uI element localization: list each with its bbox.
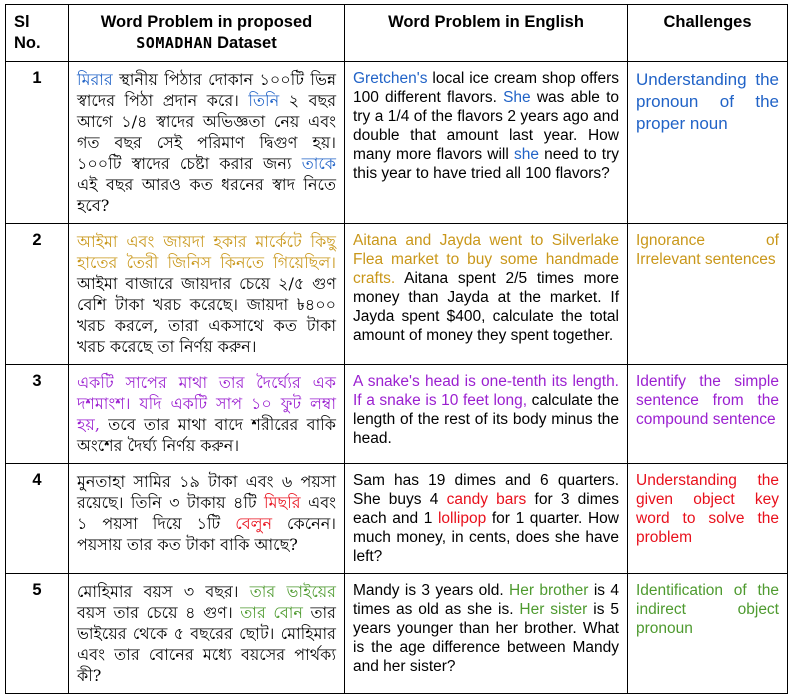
en-text-segment: she: [513, 146, 539, 163]
ch-text-segment: Identify the simple sentence from the compound sentence: [636, 373, 779, 428]
english-problem-cell: [345, 574, 628, 694]
en-text-segment: She: [503, 89, 531, 106]
en-text-segment: candy bars: [446, 491, 527, 508]
bn-text-segment: মিরার: [77, 70, 113, 89]
english-problem-header: Word Problem in English: [345, 5, 628, 62]
english-problem-cell: [345, 62, 628, 224]
en-text-segment: Her sister: [519, 601, 588, 618]
english-problem-cell: [345, 365, 628, 464]
ch-text-segment: Identification of the indirect object pronoun: [636, 582, 779, 637]
challenge-cell: [628, 464, 788, 574]
table-row: [6, 365, 788, 464]
bn-text-segment: এবং ১ পয়সা দিয়ে ১টি: [77, 493, 336, 533]
ch-text-segment: Understanding the given object key word to solve the problem: [636, 472, 779, 546]
bn-text-segment: আইমা এবং জায়দা হকার মার্কেটে কিছু হাতের তৈরী জিনিস কিনতে গিয়েছিল।: [77, 232, 336, 272]
bn-text-segment: তার বোন: [240, 603, 303, 622]
en-text-segment: for 1 quarter. How much money, in cents, does she have left?: [353, 510, 619, 565]
table-row: [6, 464, 788, 574]
bn-text-segment: মুনতাহা সামির ১৯ টাকা এবং ৬ পয়সা রয়েছে। তিনি ৩ টাকায় ৪টি: [77, 472, 336, 512]
row-number: 1: [6, 62, 69, 224]
bangla-problem-cell: [69, 574, 345, 694]
sl-no-header: Sl No.: [6, 5, 69, 62]
row-number: 2: [6, 224, 69, 365]
dataset-word: Dataset: [217, 34, 277, 52]
en-text-segment: was able to try a 1/4 of the flavors 2 years ago and double that amount last year. How many more flavors will: [353, 89, 619, 163]
challenges-header: Challenges: [628, 5, 788, 62]
table-row: [6, 62, 788, 224]
bangla-problem-cell: [69, 365, 345, 464]
header-row: [6, 5, 788, 62]
bangla-problem-cell: [69, 224, 345, 365]
bangla-problem-header: [69, 5, 345, 62]
challenge-cell: [628, 365, 788, 464]
bn-text-segment: মিছরি: [264, 493, 301, 512]
bn-text-segment: তাকে: [301, 154, 336, 173]
challenge-cell: [628, 224, 788, 365]
en-text-segment: local ice cream shop offers 100 different flavors.: [353, 70, 619, 106]
english-problem-cell: [345, 224, 628, 365]
bn-text-segment: তবে তার মাথা বাদে শরীরের বাকি অংশের দৈর্ঘ্য নির্ণয় করুন।: [77, 415, 336, 455]
ch-text-segment: Understanding the pronoun of the proper noun: [636, 70, 779, 133]
en-text-segment: Aitana and Jayda went to Silverlake Flea market to buy some handmade crafts.: [353, 232, 619, 287]
en-text-segment: is 4 times as old as she is.: [353, 582, 619, 618]
bn-text-segment: কেনেন। পয়সায় তার কত টাকা বাকি আছে?: [77, 514, 336, 554]
en-text-segment: Sam has 19 dimes and 6 quarters. She buys 4: [353, 472, 619, 508]
en-text-segment: need to try this year to have tried all 100 flavors?: [353, 146, 619, 182]
row-number: 3: [6, 365, 69, 464]
bn-text-segment: তার ভাইয়ের থেকে ৫ বছরের ছোট। মোহিমার এবং তার বোনের মধ্যে বয়সের পার্থক্য কী?: [77, 603, 336, 685]
bn-text-segment: বেলুন: [235, 514, 273, 533]
row-number: 5: [6, 574, 69, 694]
table-row: [6, 224, 788, 365]
bn-text-segment: স্থানীয় পিঠার দোকান ১০০টি ভিন্ন স্বাদের পিঠা প্রদান করে।: [77, 70, 336, 110]
en-text-segment: Gretchen's: [353, 70, 428, 87]
bn-text-segment: মোহিমার বয়স ৩ বছর।: [77, 582, 250, 601]
challenge-cell: [628, 574, 788, 694]
en-text-segment: calculate the length of the rest of its body minus the head.: [353, 392, 619, 447]
ch-text-segment: Ignorance of Irrelevant sentences: [636, 232, 779, 268]
somadhan-name: SOMADHAN: [136, 34, 213, 52]
en-text-segment: Aitana spent 2/5 times more money than Jayda at the market. If Jayda spent $400, calculate the total amount of money they spent together.: [353, 270, 619, 344]
bn-text-segment: তার ভাইয়ের: [249, 582, 336, 601]
english-problem-cell: [345, 464, 628, 574]
bangla-header-text: Word Problem in proposed: [100, 13, 313, 31]
en-text-segment: for 3 dimes each and 1: [353, 491, 619, 527]
bn-text-segment: ২ বছর আগে ১/৪ স্বাদের অভিজ্ঞতা নেয় এবং গত বছর সেই পরিমাণ দ্বিগুণ হয়। ১০০টি স্বাদের চেষ্টা করার জন্য: [77, 91, 336, 173]
bn-text-segment: বয়স তার চেয়ে ৪ গুণ।: [77, 603, 241, 622]
bn-text-segment: আইমা বাজারে জায়দার চেয়ে ২/৫ গুণ বেশি টাকা খরচ করেছে। জায়দা ৳৪০০ খরচ করলে, তারা একসাথে কত টাকা খরচ করেছে তা নির্ণয় করুন।: [77, 274, 336, 356]
en-text-segment: lollipop: [437, 510, 487, 527]
en-text-segment: is 5 years younger than her brother. What is the age difference between Mandy and her sister?: [353, 601, 619, 675]
en-text-segment: Mandy is 3 years old.: [353, 582, 510, 599]
challenge-cell: [628, 62, 788, 224]
bangla-problem-cell: [69, 464, 345, 574]
bn-text-segment: তিনি: [248, 91, 280, 110]
comparison-table: [5, 4, 788, 694]
row-number: 4: [6, 464, 69, 574]
en-text-segment: A snake's head is one-tenth its length. If a snake is 10 feet long,: [353, 373, 619, 409]
bn-text-segment: একটি সাপের মাথা তার দৈর্ঘ্যের এক দশমাংশ। যদি একটি সাপ ১০ ফুট লম্বা হয়,: [77, 373, 336, 434]
bangla-problem-cell: [69, 62, 345, 224]
en-text-segment: Her brother: [509, 582, 589, 599]
bn-text-segment: এই বছর আরও কত ধরনের স্বাদ নিতে হবে?: [77, 175, 336, 215]
table-row: [6, 574, 788, 694]
